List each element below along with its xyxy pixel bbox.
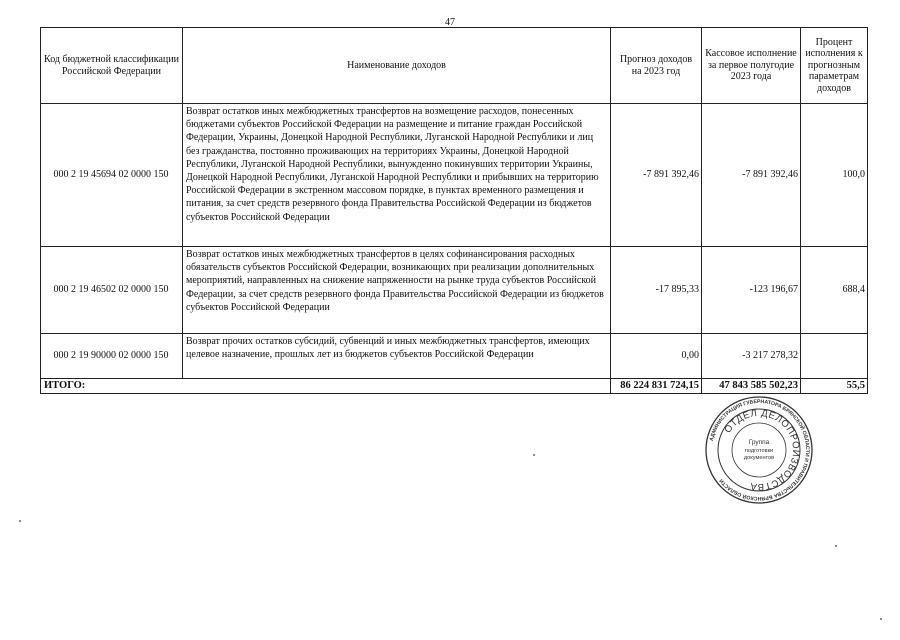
office-stamp bbox=[704, 395, 814, 505]
total-label: ИТОГО: bbox=[41, 379, 611, 394]
page-number: 47 bbox=[445, 17, 455, 28]
row-percent bbox=[801, 334, 868, 379]
table-row bbox=[41, 334, 868, 379]
row-percent: 688,4 bbox=[801, 247, 868, 334]
table-row bbox=[41, 247, 868, 334]
row-cash: -3 217 278,32 bbox=[702, 334, 801, 379]
row-forecast: -7 891 392,46 bbox=[611, 104, 702, 247]
row-code: 000 2 19 45694 02 0000 150 bbox=[41, 104, 183, 247]
row-forecast: -17 895,33 bbox=[611, 247, 702, 334]
row-cash: -7 891 392,46 bbox=[702, 104, 801, 247]
header-percent: Процент исполнения к прогнозным параметрам доходов bbox=[801, 28, 868, 104]
row-code: 000 2 19 46502 02 0000 150 bbox=[41, 247, 183, 334]
header-name: Наименование доходов bbox=[183, 28, 611, 104]
row-forecast: 0,00 bbox=[611, 334, 702, 379]
total-cash: 47 843 585 502,23 bbox=[702, 379, 801, 394]
header-code: Код бюджетной классификации Российской Федерации bbox=[41, 28, 183, 104]
stamp-inner-text: ОТДЕЛ ДЕЛОПРОИЗВОДСТВА bbox=[722, 407, 802, 493]
scan-speck bbox=[19, 520, 21, 522]
stamp-outer-text: АДМИНИСТРАЦИЯ ГУБЕРНАТОРА БРЯНСКОЙ ОБЛАСТИ И ПРАВИТЕЛЬСТВА БРЯНСКОЙ ОБЛАСТИ bbox=[708, 398, 811, 502]
total-percent: 55,5 bbox=[801, 379, 868, 394]
header-cash: Кассовое исполнение за первое полугодие 2023 года bbox=[702, 28, 801, 104]
revenue-table bbox=[40, 27, 868, 394]
scan-speck bbox=[533, 454, 535, 456]
row-name: Возврат прочих остатков субсидий, субвенций и иных межбюджетных трансфертов, имеющих целевое назначение, прошлых лет из бюджетов субъектов Российской Федерации bbox=[183, 334, 611, 379]
row-percent: 100,0 bbox=[801, 104, 868, 247]
stamp-center-line-2: подготовки bbox=[744, 448, 774, 454]
scan-speck bbox=[835, 545, 837, 547]
header-forecast: Прогноз доходов на 2023 год bbox=[611, 28, 702, 104]
table-header-row bbox=[41, 28, 868, 104]
row-cash: -123 196,67 bbox=[702, 247, 801, 334]
row-name: Возврат остатков иных межбюджетных трансфертов в целях софинансирования расходных обязательств субъектов Российской Федерации, возникающих при реализации дополнительных мероприятий, направленных на снижение напряженности на рынке труда субъектов Российской Федерации, за счет средств резервного фонда Правительства Российской Федерации из бюджетов субъектов Российской Федерации bbox=[183, 247, 611, 334]
stamp-center-line-3: документов bbox=[743, 455, 775, 461]
stamp-center-line-1: Группа bbox=[748, 439, 770, 446]
row-name: Возврат остатков иных межбюджетных трансфертов на возмещение расходов, понесенных бюджетами субъектов Российской Федерации на размещение и питание граждан Российской Федерации, Украины, Донецкой Народной Республики, Луганской Народной Республики и лиц без гражданства, постоянно проживающих на территориях Украины, Донецкой Народной Республики, Луганской Народной Республики, вынужденно покинувших территории Украины, Донецкой Народной Республики, Луганской Народной Республики и прибывших на территорию Российской Федерации в экстренном массовом порядке, в пунктах временного размещения и питания, за счет средств резервного фонда Правительства Российской Федерации из бюджетов субъектов Российской Федерации bbox=[183, 104, 611, 247]
total-row bbox=[41, 379, 868, 394]
table-row bbox=[41, 104, 868, 247]
scan-speck bbox=[880, 618, 882, 620]
total-forecast: 86 224 831 724,15 bbox=[611, 379, 702, 394]
row-code: 000 2 19 90000 02 0000 150 bbox=[41, 334, 183, 379]
